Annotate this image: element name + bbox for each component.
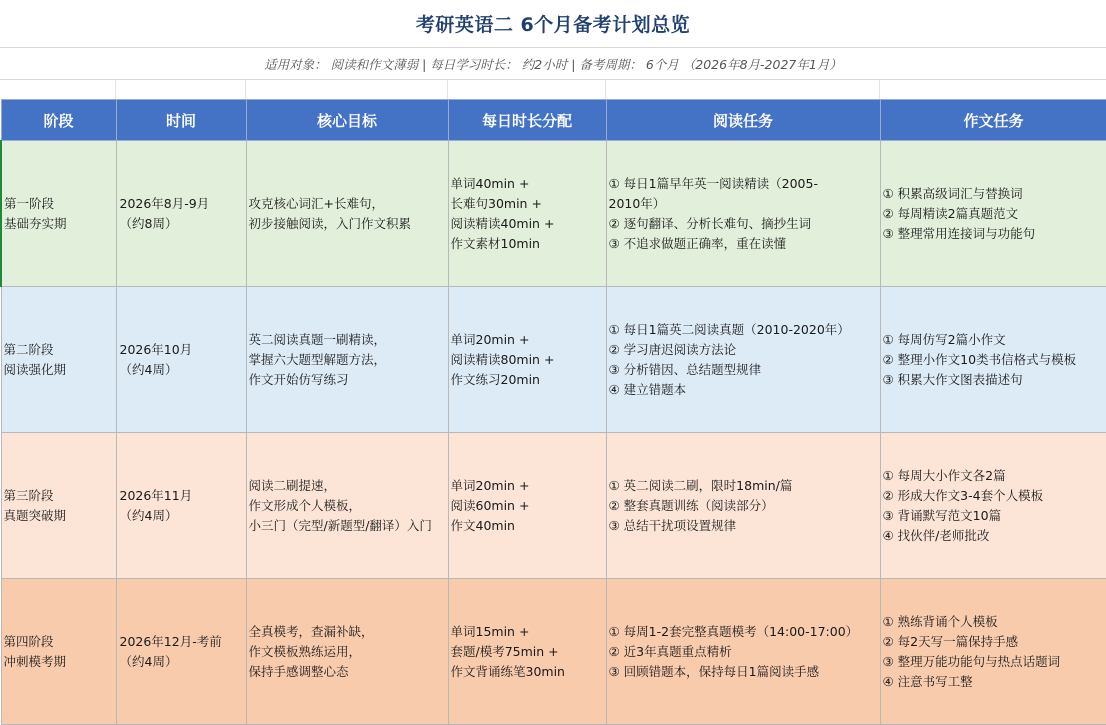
daily-cell[interactable]: 单词20min + 阅读60min + 作文40min — [448, 433, 606, 579]
reading-cell[interactable]: ① 每日1篇早年英一阅读精读（2005- 2010年） ② 逐句翻译、分析长难句、摘抄生词 ③ 不追求做题正确率，重在读懂 — [606, 141, 880, 287]
empty-row[interactable] — [0, 80, 1106, 99]
stage-cell[interactable]: 第四阶段 冲刺模考期 — [1, 579, 116, 725]
subtitle-cell[interactable] — [0, 48, 1106, 80]
page-subtitle: 适用对象： 阅读和作文薄弱 | 每日学习时长： 约2小时 | 备考周期： 6个月 （2026年8月-2027年1月） — [264, 56, 842, 72]
daily-cell[interactable]: 单词40min + 长难句30min + 阅读精读40min + 作文素材10min — [448, 141, 606, 287]
table-row — [1, 433, 1106, 579]
goal-cell[interactable]: 攻克核心词汇+长难句， 初步接触阅读，入门作文积累 — [246, 141, 448, 287]
stage-cell[interactable]: 第二阶段 阅读强化期 — [1, 287, 116, 433]
goal-cell[interactable]: 全真模考，查漏补缺， 作文模板熟练运用， 保持手感调整心态 — [246, 579, 448, 725]
grid-line — [115, 80, 116, 99]
header-row — [1, 100, 1106, 141]
title-cell[interactable] — [0, 0, 1106, 48]
stage-cell[interactable]: 第一阶段 基础夯实期 — [1, 141, 116, 287]
grid-line — [879, 80, 880, 99]
time-cell[interactable]: 2026年8月-9月 （约8周） — [116, 141, 246, 287]
reading-cell[interactable]: ① 英二阅读二刷，限时18min/篇 ② 整套真题训练（阅读部分） ③ 总结干扰项设置规律 — [606, 433, 880, 579]
writing-cell[interactable]: ① 积累高级词汇与替换词 ② 每周精读2篇真题范文 ③ 整理常用连接词与功能句 — [880, 141, 1106, 287]
reading-cell[interactable]: ① 每周1-2套完整真题模考（14:00-17:00） ② 近3年真题重点精析 ③ 回顾错题本，保持每日1篇阅读手感 — [606, 579, 880, 725]
header-time[interactable]: 时间 — [116, 100, 246, 141]
header-daily[interactable]: 每日时长分配 — [448, 100, 606, 141]
table-row — [1, 287, 1106, 433]
writing-cell[interactable]: ① 熟练背诵个人模板 ② 每2天写一篇保持手感 ③ 整理万能功能句与热点话题词 ④ 注意书写工整 — [880, 579, 1106, 725]
goal-cell[interactable]: 英二阅读真题一刷精读， 掌握六大题型解题方法， 作文开始仿写练习 — [246, 287, 448, 433]
writing-cell[interactable]: ① 每周大小作文各2篇 ② 形成大作文3-4套个人模板 ③ 背诵默写范文10篇 ④ 找伙伴/老师批改 — [880, 433, 1106, 579]
table-row — [1, 579, 1106, 725]
header-writing[interactable]: 作文任务 — [880, 100, 1106, 141]
goal-cell[interactable]: 阅读二刷提速， 作文形成个人模板， 小三门（完型/新题型/翻译）入门 — [246, 433, 448, 579]
page-title: 考研英语二 6个月备考计划总览 — [415, 14, 691, 36]
header-stage[interactable]: 阶段 — [1, 100, 116, 141]
time-cell[interactable]: 2026年12月-考前 （约4周） — [116, 579, 246, 725]
time-cell[interactable]: 2026年11月 （约4周） — [116, 433, 246, 579]
header-reading[interactable]: 阅读任务 — [606, 100, 880, 141]
header-goal[interactable]: 核心目标 — [246, 100, 448, 141]
grid-line — [605, 80, 606, 99]
plan-table — [0, 99, 1106, 725]
grid-line — [447, 80, 448, 99]
time-cell[interactable]: 2026年10月 （约4周） — [116, 287, 246, 433]
daily-cell[interactable]: 单词20min + 阅读精读80min + 作文练习20min — [448, 287, 606, 433]
reading-cell[interactable]: ① 每日1篇英二阅读真题（2010-2020年） ② 学习唐迟阅读方法论 ③ 分析错因、总结题型规律 ④ 建立错题本 — [606, 287, 880, 433]
table-row — [1, 141, 1106, 287]
writing-cell[interactable]: ① 每周仿写2篇小作文 ② 整理小作文10类书信格式与模板 ③ 积累大作文图表描述句 — [880, 287, 1106, 433]
stage-cell[interactable]: 第三阶段 真题突破期 — [1, 433, 116, 579]
grid-line — [245, 80, 246, 99]
daily-cell[interactable]: 单词15min + 套题/模考75min + 作文背诵练笔30min — [448, 579, 606, 725]
